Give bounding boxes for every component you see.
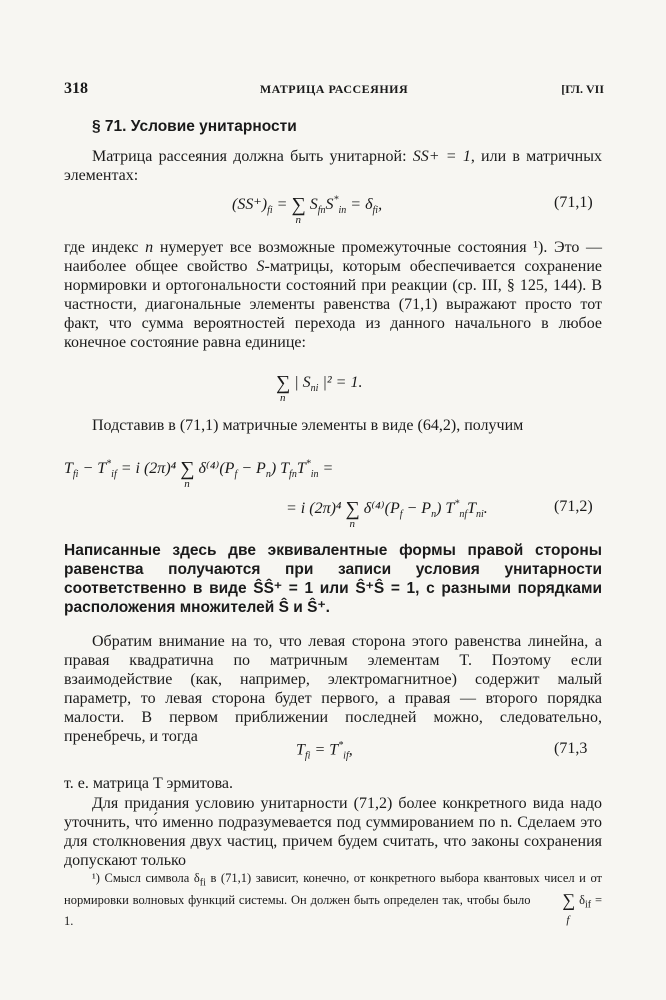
eq3-t2-sup: * [106, 458, 112, 470]
p2-b: нумерует все возможные промежуточные состояния ¹). Это — наиболее общее свойство [64, 239, 602, 275]
running-title: МАТРИЦА РАССЕЯНИЯ [259, 82, 409, 96]
paragraph-6: т. е. матрица T эрмитова. [64, 775, 234, 792]
eq1-s2: S [325, 196, 334, 213]
p1-text-a: Матрица рассеяния должна быть унитарной: [92, 148, 413, 165]
eq2-rest: |² = 1. [318, 374, 363, 391]
paragraph-2 [64, 238, 602, 352]
eq3-l2-pf-sub: f [399, 509, 403, 521]
sum-symbol: ∑ n [345, 498, 360, 530]
equation-number-71-2: (71,2) [554, 498, 593, 515]
paragraph-4: Написанные здесь две эквивалентные формы правой стороны равенства получаются при записи условия унитарности соответственно в виде ŜŜ⁺ = 1 или Ŝ⁺Ŝ = 1, с разными порядками расположения множителей Ŝ и Ŝ⁺. [64, 542, 602, 616]
eq3-l2-delta: δ⁽⁴⁾(P [359, 500, 400, 517]
sum-symbol: ∑ n [291, 194, 306, 226]
eq3-coef: = i (2π)⁴ [116, 460, 181, 477]
eq3-pn-sub: n [265, 469, 271, 481]
eq3-l2-end: . [483, 500, 488, 517]
sum-index: f [566, 913, 570, 926]
paragraph-3: Подставив в (71,1) матричные элементы в виде (64,2), получим [92, 417, 524, 434]
p2-a: где индекс [64, 239, 146, 256]
eq4-b: = T [310, 741, 339, 759]
equation-71-2-line-1 [64, 458, 334, 490]
eq3-pf-sub: f [234, 469, 238, 481]
fn-b: в (71,1) зависит, конечно, от конкретного выбора квантовых чисел и от нормировки волновых функций системы. Он должен быть определен так, чтобы было [64, 871, 602, 907]
sum-symbol: ∑ n [276, 372, 291, 404]
eq3-l2-tni-sub: ni [476, 509, 484, 521]
sum-symbol: ∑ n [180, 458, 195, 490]
eq1-delta: = δ [346, 196, 373, 213]
eq3-tin: T [296, 460, 306, 477]
equation-71-3 [296, 740, 353, 762]
eq1-tail: , [378, 196, 383, 213]
page-header [64, 80, 604, 100]
sum-symbol: ∑ f [534, 892, 575, 909]
p2-c: -матрицы, которым обеспечивается сохранение нормировки и ортогональности состояний при реакции (ср. III, § 125, 144). В частности, диагональные элементы равенства (71,1) выражают просто тот факт, что сумма вероятностей перехода из данного начального в любое конечное состояние равна единице: [64, 258, 603, 351]
eq3-l2-pn: − P [402, 500, 432, 517]
equation-number-71-3: (71,3 [554, 740, 588, 757]
eq3-end1: = [318, 460, 334, 477]
sum-index: n [280, 392, 286, 404]
eq1-lhs-sub: fi [267, 205, 273, 217]
fn-d: = 1. [64, 892, 603, 928]
paragraph-5: Обратим внимание на то, что левая сторона этого равенства линейна, а правая квадратична по матричным элементам T. Поэтому если взаимодействие (как, например, электромагнитное) содержит малый параметр, то левая сторона будет первого, а правая — второго порядка малости. В первом приближении последней можно, следовательно, пренебречь, и тогда [64, 633, 602, 745]
eq4-a-sub: fi [304, 750, 311, 762]
eq3-t2-sub: if [111, 469, 117, 481]
p1-formula: SS+ = 1 [412, 148, 471, 165]
eq1-s1: S [309, 196, 318, 213]
p1-text-b: , или в матричных элементах: [64, 148, 602, 184]
eq1-eq: = [272, 196, 292, 213]
eq3-l2-tnf: ) T [436, 500, 455, 517]
eq1-lhs: (SS⁺) [232, 196, 268, 213]
sum-index: n [349, 518, 355, 530]
paragraph-1 [64, 147, 602, 185]
eq1-s2-sub: in [338, 205, 347, 217]
eq3-t2: − T [78, 460, 107, 477]
fn-c-sub: if [584, 899, 592, 910]
fn-a-sub: fi [199, 877, 206, 889]
eq3-l2-tni: T [467, 500, 476, 517]
eq4-a: T [296, 741, 305, 759]
equation-71-2-line-2 [286, 498, 488, 530]
eq1-s2-sup: * [333, 194, 339, 206]
sum-index: n [295, 214, 301, 226]
eq3-tfn-sub: fn [289, 469, 297, 481]
p2-n: n [145, 239, 154, 256]
footnote [64, 870, 602, 930]
sum-index: n [184, 478, 190, 490]
chapter-label: [ГЛ. VII [561, 82, 604, 96]
paragraph-7: Для придания условию унитарности (71,2) более конкретного вида надо уточнить, что́ именно подразумевается под суммированием по n. Сделаем это для столкновения двух частиц, причем будем считать, что законы сохранения допускают только [64, 795, 602, 869]
equation-probability-sum [276, 372, 363, 404]
eq2-sub: ni [310, 383, 319, 395]
fn-c: δ [575, 892, 585, 907]
eq3-l2-tnf-sup: * [454, 498, 460, 510]
eq4-b-sup: * [338, 740, 344, 751]
eq3-l2-pn-sub: n [431, 509, 437, 521]
eq1-s1-sub: fn [317, 205, 326, 217]
equation-number-71-1: (71,1) [554, 194, 593, 211]
eq1-delta-sub: fi [372, 205, 379, 217]
eq3-t: T [64, 460, 73, 477]
eq4-end: , [348, 741, 353, 759]
eq3-tin-sub: in [310, 469, 319, 481]
eq3-tfn: ) T [270, 460, 290, 477]
eq4-b-sub: if [343, 750, 349, 762]
eq3-l2-tnf-sub: nf [459, 509, 468, 521]
eq3-pn: − P [237, 460, 266, 477]
fn-a: ¹) Смысл символа δ [92, 871, 200, 885]
eq3-tin-sup: * [305, 458, 311, 470]
equation-71-1 [232, 194, 383, 226]
p2-s: S [256, 258, 265, 275]
page-number: 318 [64, 80, 88, 97]
section-title: § 71. Условие унитарности [92, 118, 297, 135]
eq3-delta: δ⁽⁴⁾(P [194, 460, 235, 477]
eq3-l2-coef: = i (2π)⁴ [286, 500, 346, 517]
eq3-t-sub: fi [72, 469, 79, 481]
eq2-body: | S [294, 374, 311, 391]
